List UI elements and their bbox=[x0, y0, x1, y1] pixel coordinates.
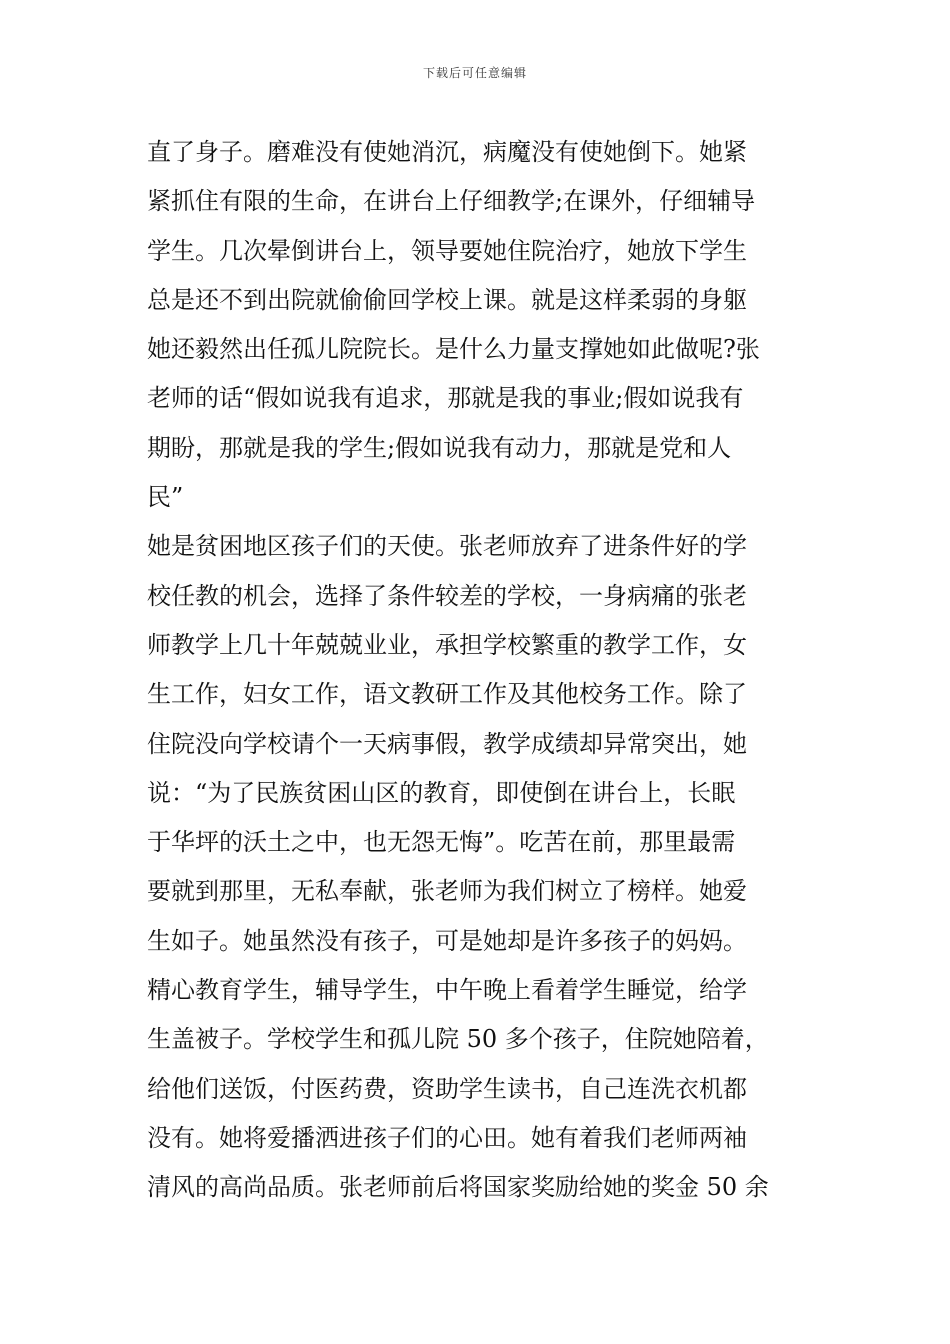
text-line: 给他们送饭，付医药费，资助学生读书，自己连洗衣机都 bbox=[147, 1074, 747, 1103]
text-line: 老师的话“假如说我有追求，那就是我的事业;假如说我有 bbox=[147, 384, 744, 413]
text-line: 紧抓住有限的生命，在讲台上仔细教学;在课外，仔细辅导 bbox=[147, 187, 756, 216]
text-line: 总是还不到出院就偷偷回学校上课。就是这样柔弱的身躯 bbox=[147, 285, 747, 314]
text-line: 于华坪的沃土之中，也无怨无悔”。吃苦在前，那里最需 bbox=[147, 828, 736, 857]
text-line: 精心教育学生，辅导学生，中午晚上看着学生睡觉，给学 bbox=[147, 976, 747, 1005]
text-line: 清风的高尚品质。张老师前后将国家奖励给她的奖金 50 余 bbox=[147, 1173, 769, 1202]
text-line: 直了身子。磨难没有使她消沉，病魔没有使她倒下。她紧 bbox=[147, 138, 747, 166]
text-line: 学生。几次晕倒讲台上，领导要她住院治疗，她放下学生 bbox=[147, 236, 747, 265]
text-line: 她是贫困地区孩子们的天使。张老师放弃了进条件好的学 bbox=[147, 532, 747, 561]
text-line: 没有。她将爱播洒进孩子们的心田。她有着我们老师两袖 bbox=[147, 1123, 747, 1152]
text-line: 要就到那里，无私奉献，张老师为我们树立了榜样。她爱 bbox=[147, 877, 747, 906]
text-line: 住院没向学校请个一天病事假，教学成绩却异常突出，她 bbox=[147, 729, 747, 758]
text-line: 期盼，那就是我的学生;假如说我有动力，那就是党和人 bbox=[147, 433, 732, 462]
text-line: 说：“为了民族贫困山区的教育，即使倒在讲台上，长眠 bbox=[147, 778, 736, 807]
text-line: 生盖被子。学校学生和孤儿院 50 多个孩子，住院她陪着， bbox=[147, 1025, 769, 1054]
text-line: 生工作，妇女工作，语文教研工作及其他校务工作。除了 bbox=[147, 680, 747, 709]
text-line: 生如子。她虽然没有孩子，可是她却是许多孩子的妈妈。 bbox=[147, 926, 747, 955]
page-header: 下载后可任意编辑 bbox=[422, 66, 527, 80]
text-line: 她还毅然出任孤儿院院长。是什么力量支撑她如此做呢?张 bbox=[147, 335, 760, 364]
text-line: 民” bbox=[147, 483, 184, 512]
body-text bbox=[147, 128, 817, 1213]
text-line: 校任教的机会，选择了条件较差的学校，一身病痛的张老 bbox=[147, 581, 747, 610]
text-line: 师教学上几十年兢兢业业，承担学校繁重的教学工作，女 bbox=[147, 630, 747, 659]
